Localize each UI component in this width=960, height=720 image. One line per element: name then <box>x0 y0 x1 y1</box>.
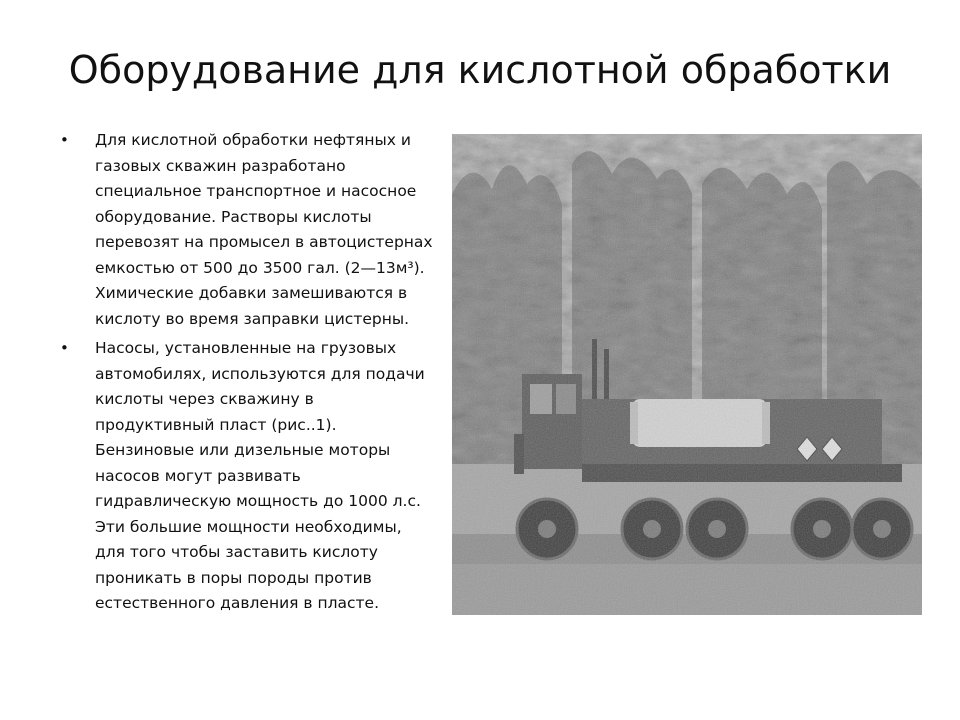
bullet-line: естественного давления в пласте. <box>95 594 380 612</box>
bullet-line: газовых скважин разработано <box>95 156 346 175</box>
bullet-line: гидравлическую мощность до 1000 л.с. <box>95 492 421 510</box>
bullet-item <box>60 128 452 332</box>
bullet-line: для того чтобы заставить кислоту <box>95 543 378 561</box>
slide-body <box>60 128 452 621</box>
photo-grain <box>452 134 922 615</box>
bullet-line: Для кислотной обработки нефтяных и <box>95 131 411 149</box>
truck-photo-illustration <box>452 134 922 615</box>
bullet-line: продуктивный пласт (рис..1). <box>95 415 337 434</box>
bullet-line: насосов могут развивать <box>95 466 301 485</box>
bullet-line: Насосы, установленные на грузовых <box>95 339 397 357</box>
bullet-line: автомобилях, используются для подачи <box>95 364 425 383</box>
bullet-item <box>60 336 452 617</box>
bullet-line: оборудование. Растворы кислоты <box>95 207 372 226</box>
bullet-line: кислоты через скважину в <box>95 390 314 408</box>
bullet-line: емкостью от 500 до 3500 гал. (2—13м³). <box>95 258 425 277</box>
bullet-line: специальное транспортное и насосное <box>95 182 417 200</box>
bullet-marker: • <box>60 339 69 357</box>
bullet-text <box>95 336 452 617</box>
acid-tanker-truck-photo <box>452 134 922 615</box>
slide-title: Оборудование для кислотной обработки <box>68 48 892 92</box>
bullet-line: Бензиновые или дизельные моторы <box>95 441 391 459</box>
bullet-text <box>95 128 452 332</box>
bullet-line: Эти большие мощности необходимы, <box>95 517 402 536</box>
bullet-line: перевозят на промысел в автоцистернах <box>95 233 433 251</box>
bullet-line: проникать в поры породы против <box>95 568 372 587</box>
bullet-line: Химические добавки замешиваются в <box>95 284 408 302</box>
bullet-marker: • <box>60 131 69 149</box>
bullet-line: кислоту во время заправки цистерны. <box>95 309 410 328</box>
